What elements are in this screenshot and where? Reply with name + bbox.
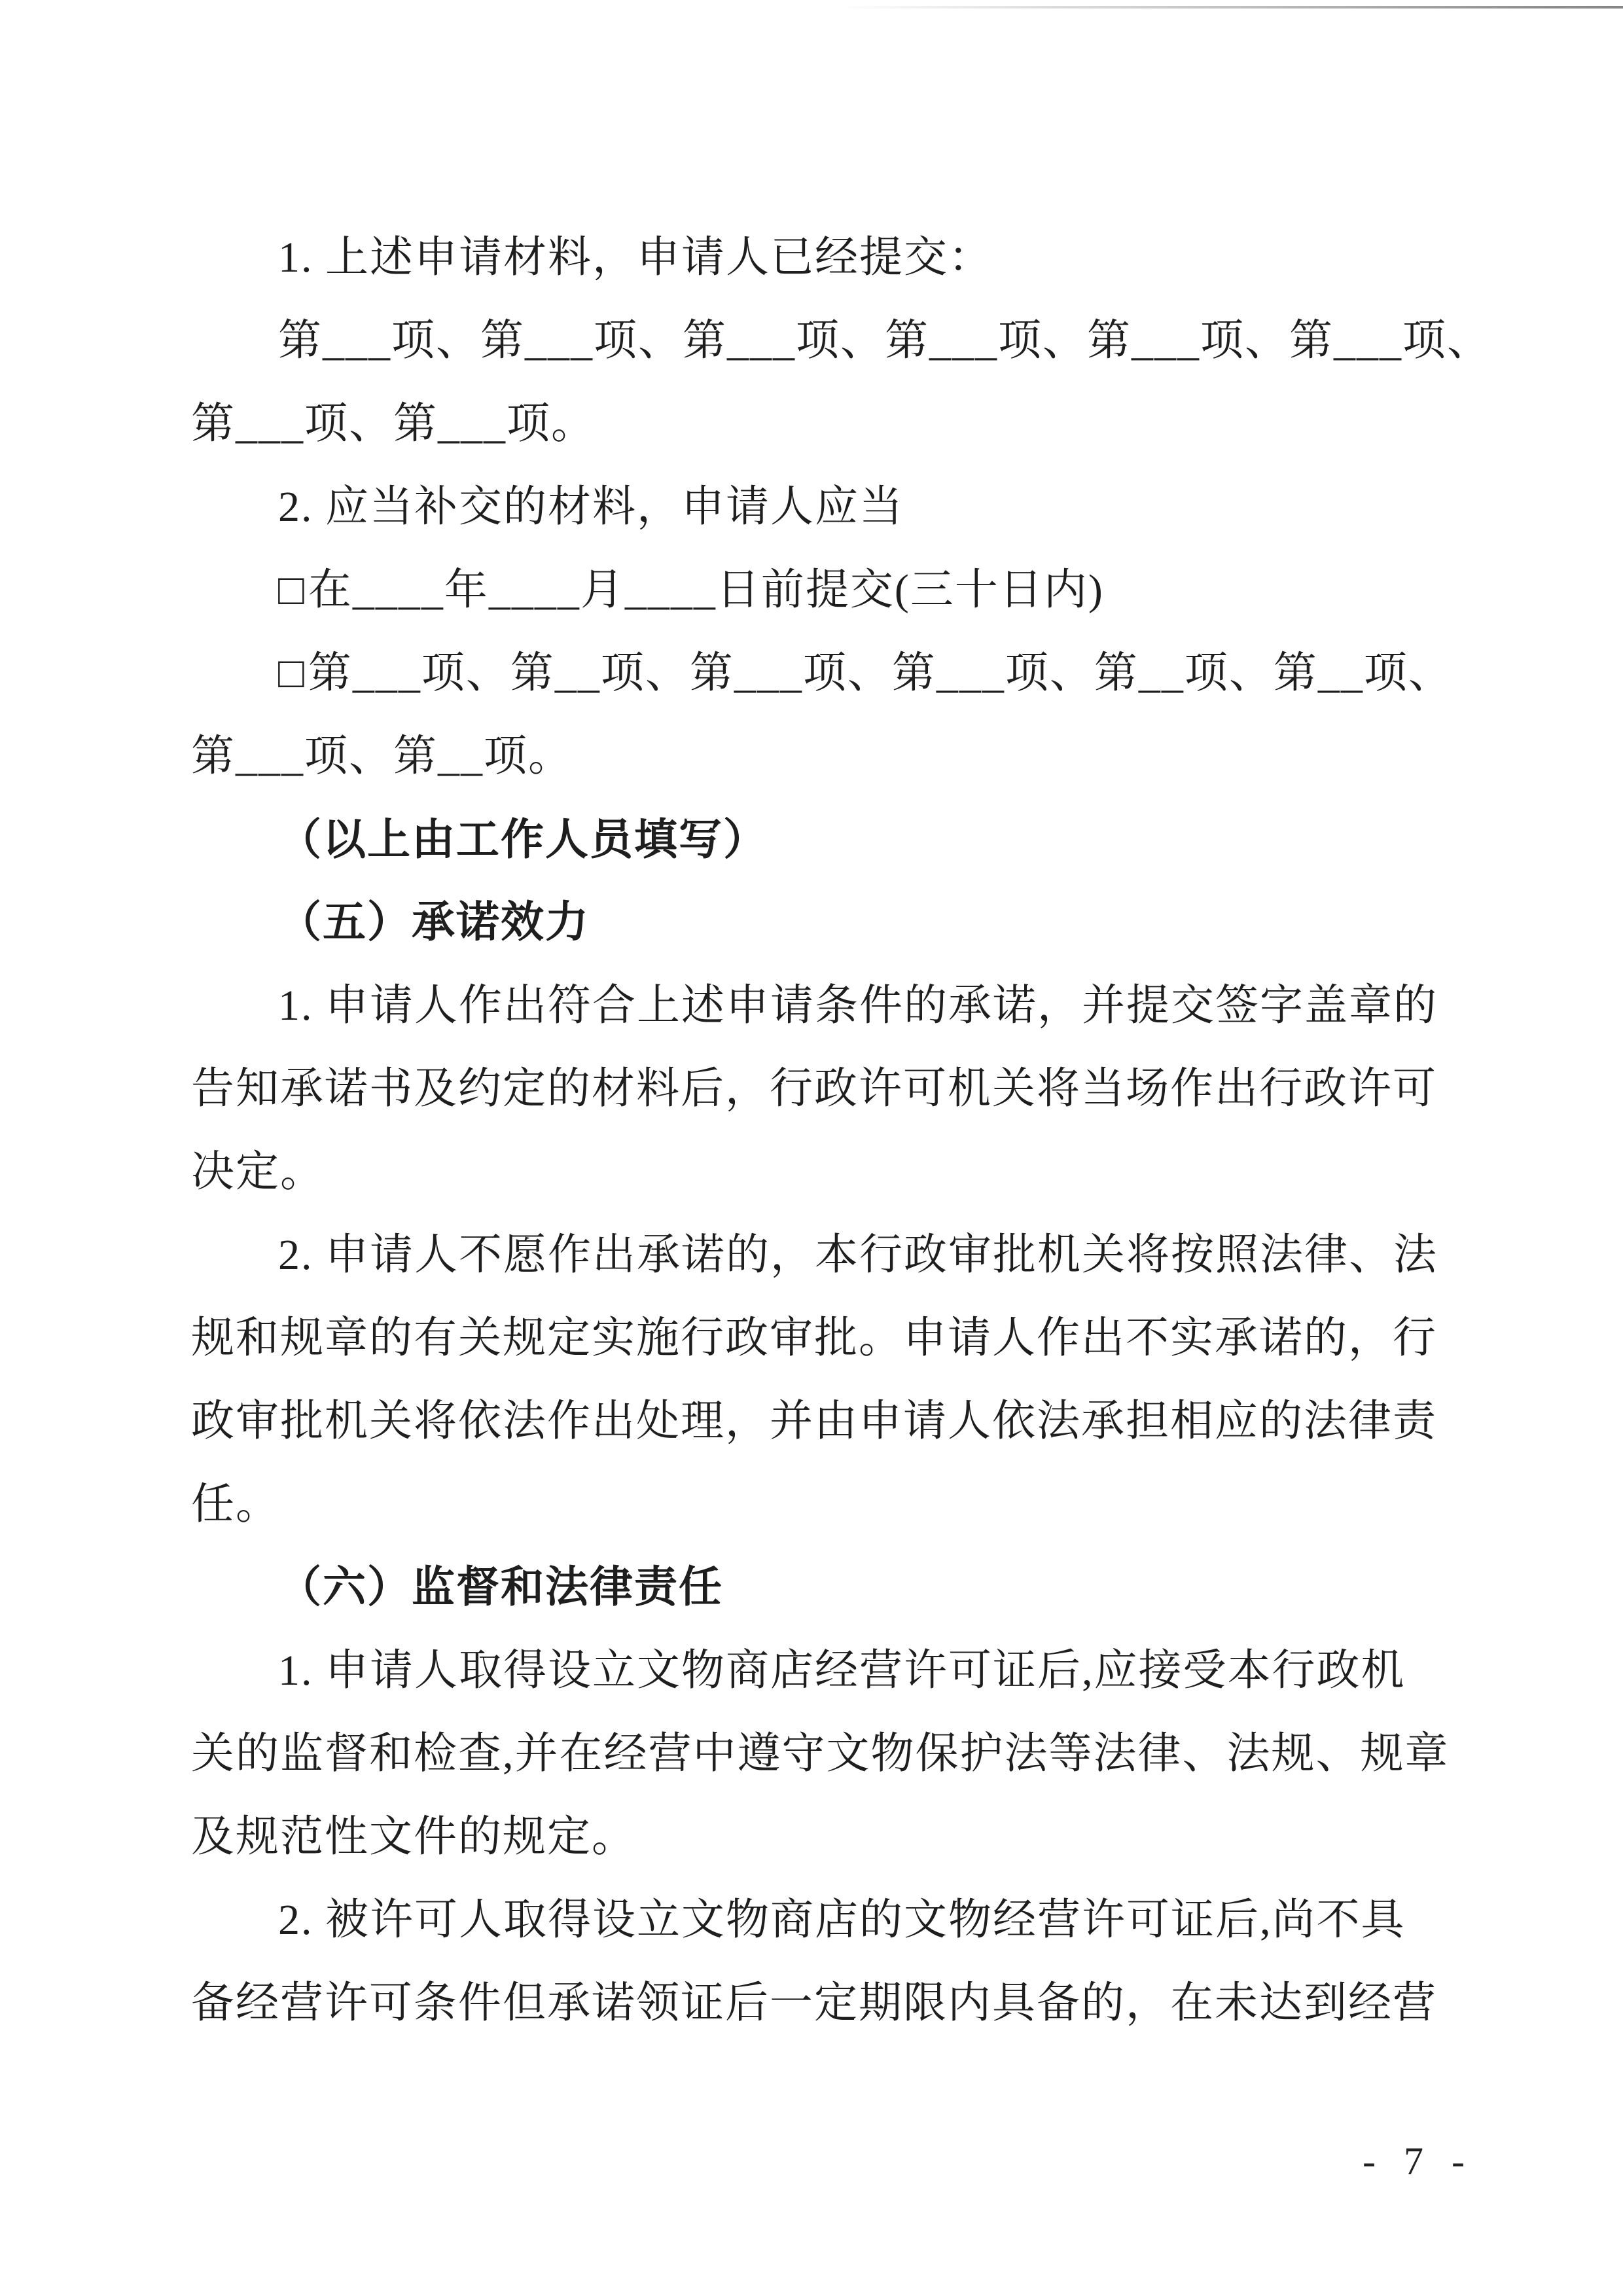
checkbox-option-deadline-text: 在____年____月____日前提交(三十日内) — [308, 566, 1104, 614]
para-supervision-2-line-2: 备经营许可条件但承诺领证后一定期限内具备的，在未达到经营 — [191, 1979, 1437, 2027]
para-commitment-2-line-1: 2. 申请人不愿作出承诺的，本行政审批机关将按照法律、法 — [278, 1231, 1438, 1279]
checkbox-icon: □ — [278, 649, 308, 697]
document-body — [191, 216, 1491, 2045]
para-supervision-1-line-2: 关的监督和检查,并在经营中遵守文物保护法等法律、法规、规章 — [191, 1730, 1450, 1778]
checkbox-option-items — [191, 632, 1453, 715]
para-commitment-1-line-2: 告知承诺书及约定的材料后，行政许可机关将当场作出行政许可 — [191, 1065, 1437, 1113]
para-commitment-1-line-3: 决定。 — [191, 1148, 325, 1196]
checkbox-icon: □ — [278, 566, 308, 614]
page-number: - 7 - — [1363, 2140, 1474, 2183]
section-5-heading: （五）承诺效力 — [278, 899, 590, 946]
para-supervision-2-line-1: 2. 被许可人取得设立文物商店的文物经营许可证后,尚不具 — [278, 1896, 1406, 1944]
scan-artifact — [838, 6, 1623, 9]
para-commitment-1-line-1: 1. 申请人作出符合上述申请条件的承诺，并提交签字盖章的 — [278, 982, 1438, 1030]
staff-fill-note: （以上由工作人员填写） — [278, 815, 768, 863]
para-commitment-2-line-2: 规和规章的有关规定实施行政审批。申请人作出不实承诺的，行 — [191, 1314, 1437, 1362]
blank-items-row-1: 第___项、第___项、第___项、第___项、第___项、第___项、 — [278, 317, 1491, 365]
para-supervision-1-line-1: 1. 申请人取得设立文物商店经营许可证后,应接受本行政机 — [278, 1647, 1406, 1695]
para-supervision-1-line-3: 及规范性文件的规定。 — [191, 1813, 636, 1861]
para-supplement-materials-intro: 2. 应当补交的材料，申请人应当 — [278, 483, 904, 531]
checkbox-option-items-text: 第___项、第__项、第___项、第___项、第__项、第__项、 — [308, 649, 1453, 697]
para-commitment-2-line-4: 任。 — [191, 1480, 280, 1528]
para-commitment-2-line-3: 政审批机关将依法作出处理，并由申请人依法承担相应的法律责 — [191, 1397, 1437, 1445]
checkbox-option-deadline — [191, 548, 1442, 632]
blank-items-row-3: 第___项、第__项。 — [191, 732, 573, 780]
section-6-heading: （六）监督和法律责任 — [278, 1564, 723, 1611]
blank-items-row-2: 第___项、第___项。 — [191, 400, 596, 448]
para-submitted-materials-intro: 1. 上述申请材料，申请人已经提交： — [278, 234, 993, 281]
